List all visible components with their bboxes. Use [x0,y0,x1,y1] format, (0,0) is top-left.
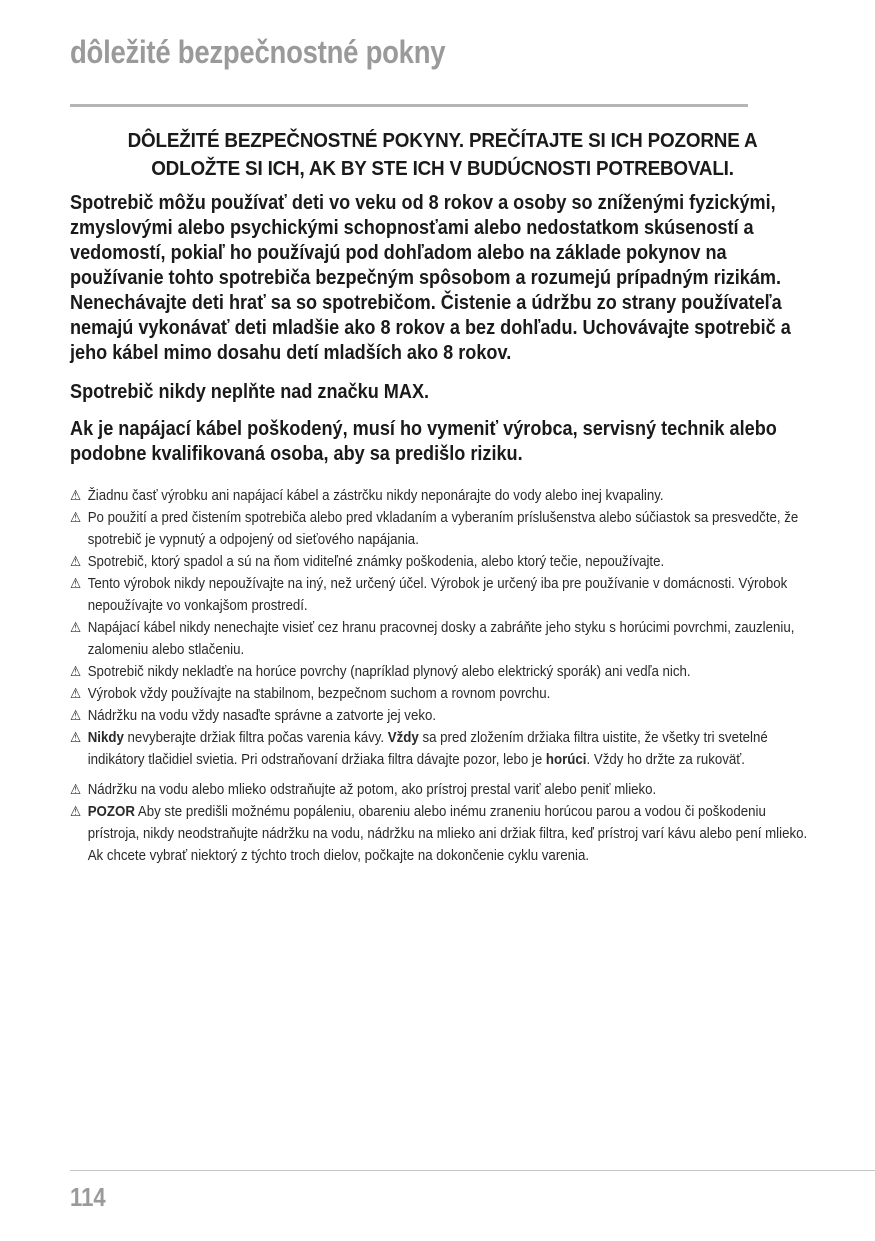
paragraph-max-fill: Spotrebič nikdy neplňte nad značku MAX. [70,381,430,403]
warning-icon: ⚠ [70,708,82,724]
warning-text: Po použití a pred čistením spotrebiča alebo pred vkladaním a vyberaním príslušenstva alebo súčiastok sa presvedčte, že spotrebič je vypnutý a odpojený od sieťového napájania. [87,509,799,548]
warning-icon: ⚠ [70,664,82,680]
warning-item [70,507,813,551]
warning-text: Aby ste predišli možnému popáleniu, obareniu alebo inému zraneniu horúcou parou a vodou či poškodeniu prístroja, nikdy neodstraňujte nádržku na vodu, nádržku na mlieko ani držiak filtra, keď prístroj varí kávu alebo pení mlieko. Ak chcete vybrať niektorý z týchto troch dielov, počkajte na dokončenie cyklu varenia. [87,803,808,864]
warning-text: Nádržku na vodu vždy nasaďte správne a zatvorte jej veko. [87,707,437,724]
warning-text: Tento výrobok nikdy nepoužívajte na iný, než určený účel. Výrobok je určený iba pre používanie v domácnosti. Výrobok nepoužívajte vo vonkajšom prostredí. [87,575,788,614]
emphasis-never: Nikdy [87,729,124,746]
warning-icon: ⚠ [70,730,82,746]
warning-item [70,551,813,573]
safety-headline: DÔLEŽITÉ BEZPEČNOSTNÉ POKYNY. PREČÍTAJTE SI ICH POZORNE A ODLOŽTE SI ICH, AK BY STE ICH V BUDÚCNOSTI POTREBOVALI. [127,129,758,180]
emphasis-caution: POZOR [87,803,135,820]
warning-item [70,661,813,683]
warning-list [70,485,813,867]
content [70,127,815,867]
warning-text: sa pred zložením držiaka filtra uistite, že všetky tri svetelné indikátory tlačidiel svietia. Pri odstraňovaní držiaka filtra dávajte pozor, lebo je [87,729,768,768]
warning-text: Spotrebič nikdy nekladťe na horúce povrchy (napríklad plynový alebo elektrický sporák) ani vedľa nich. [87,663,691,680]
warning-text: Nádržku na vodu alebo mlieko odstraňujte až potom, ako prístroj prestal variť alebo peniť mlieko. [87,781,657,798]
warning-item [70,573,813,617]
warning-icon: ⚠ [70,576,82,592]
warning-item [70,683,813,705]
page-number: 114 [70,1182,106,1212]
emphasis-hot: horúci [545,751,587,768]
page-title: dôležité bezpečnostné pokny [70,34,446,70]
warning-text: Výrobok vždy používajte na stabilnom, bezpečnom suchom a rovnom povrchu. [87,685,551,702]
warning-item [70,617,813,661]
warning-text: Žiadnu časť výrobku ani napájací kábel a zástrčku nikdy neponárajte do vody alebo inej kvapaliny. [87,487,664,504]
paragraph-children-usage: Spotrebič môžu používať deti vo veku od 8 rokov a osoby so zníženými fyzickými, zmyslovými alebo psychickými schopnosťami alebo nedostatkom skúseností a vedomostí, pokiaľ ho používajú pod dohľadom alebo na základe pokynov na používanie tohto spotrebiča bezpečným spôsobom a rozumejú prípadným rizikám. Nenechávajte deti hrať sa so spotrebičom. Čistenie a údržbu zo strany používateľa nemajú vykonávať deti mladšie ako 8 rokov a bez dohľadu. Uchovávajte spotrebič a jeho kábel mimo dosahu detí mladších ako 8 rokov. [70,192,791,364]
footer-divider [70,1170,875,1171]
warning-item-filter-holder [70,727,813,771]
warning-icon: ⚠ [70,782,82,798]
paragraph-power-cable: Ak je napájací kábel poškodený, musí ho vymeniť výrobca, servisný technik alebo podobne kvalifikovaná osoba, aby sa predišlo riziku. [70,418,777,465]
warning-icon: ⚠ [70,510,82,526]
warning-icon: ⚠ [70,554,82,570]
warning-icon: ⚠ [70,804,82,820]
warning-icon: ⚠ [70,686,82,702]
emphasis-always: Vždy [387,729,419,746]
warning-item [70,705,813,727]
warning-item-caution [70,801,813,867]
warning-icon: ⚠ [70,488,82,504]
warning-text: . Vždy ho držte za rukoväť. [586,751,745,768]
warning-item [70,485,813,507]
warning-text: nevyberajte držiak filtra počas varenia kávy. [123,729,388,746]
title-divider [70,104,748,107]
warning-icon: ⚠ [70,620,82,636]
warning-text: Spotrebič, ktorý spadol a sú na ňom viditeľné známky poškodenia, alebo ktorý tečie, nepoužívajte. [87,553,665,570]
warning-item [70,779,813,801]
warning-text: Napájací kábel nikdy nenechajte visieť cez hranu pracovnej dosky a zabráňte jeho styku s horúcimi povrchmi, zauzleniu, zalomeniu alebo stlačeniu. [87,619,795,658]
